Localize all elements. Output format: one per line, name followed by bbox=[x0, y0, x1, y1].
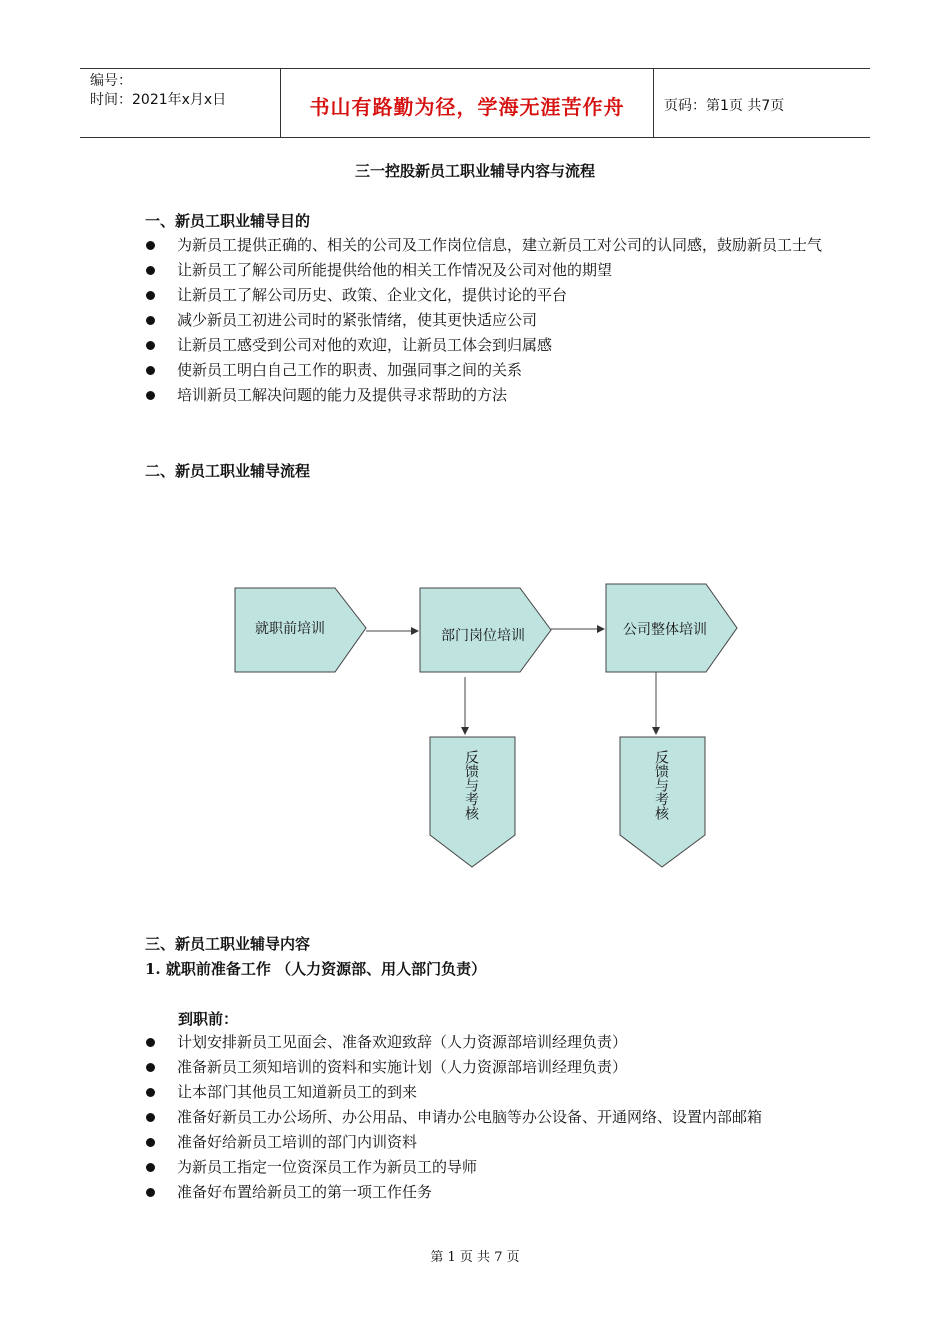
list-item: 减少新员工初进公司时的紧张情绪，使其更快适应公司 bbox=[145, 308, 825, 333]
list-item: 为新员工提供正确的、相关的公司及工作岗位信息，建立新员工对公司的认同感，鼓励新员工士气 bbox=[145, 233, 825, 258]
flow-node-department-training-label: 部门岗位培训 bbox=[441, 628, 525, 644]
list-item: 准备好新员工办公场所、办公用品、申请办公电脑等办公设备、开通网络、设置内部邮箱 bbox=[145, 1105, 825, 1130]
document-number: 编号： bbox=[90, 73, 132, 89]
list-item: 准备新员工须知培训的资料和实施计划（人力资源部培训经理负责） bbox=[145, 1055, 825, 1080]
header-motto: 书山有路勤为径，学海无涯苦作舟 bbox=[281, 69, 654, 137]
list-item: 准备好给新员工培训的部门内训资料 bbox=[145, 1130, 825, 1155]
document-title: 三一控股新员工职业辅导内容与流程 bbox=[354, 162, 595, 180]
list-item: 使新员工明白自己工作的职责、加强同事之间的关系 bbox=[145, 358, 825, 383]
list-item: 培训新员工解决问题的能力及提供寻求帮助的方法 bbox=[145, 383, 825, 408]
list-item: 让新员工了解公司所能提供给他的相关工作情况及公司对他的期望 bbox=[145, 258, 825, 283]
flow-node-feedback-2-label: 反馈与考核 bbox=[653, 750, 669, 820]
page-footer: 第 1 页 共 7 页 bbox=[430, 1250, 520, 1265]
header-table bbox=[80, 68, 870, 138]
list-item: 计划安排新员工见面会、准备欢迎致辞（人力资源部培训经理负责） bbox=[145, 1030, 825, 1055]
flow-node-pre-employment-label: 就职前培训 bbox=[255, 621, 325, 637]
section3-before-arrival: 到职前： bbox=[178, 1010, 239, 1028]
flow-node-company-training-label: 公司整体培训 bbox=[623, 622, 707, 638]
list-item: 准备好布置给新员工的第一项工作任务 bbox=[145, 1180, 825, 1205]
section1-heading: 一、新员工职业辅导目的 bbox=[145, 212, 311, 230]
section2-heading: 二、新员工职业辅导流程 bbox=[145, 462, 311, 480]
flow-diagram bbox=[0, 560, 950, 890]
list-item: 让本部门其他员工知道新员工的到来 bbox=[145, 1080, 825, 1105]
list-item: 让新员工了解公司历史、政策、企业文化，提供讨论的平台 bbox=[145, 283, 825, 308]
section3-list bbox=[145, 1030, 825, 1205]
document-time: 时间：2021年x月x日 bbox=[90, 92, 227, 108]
header-page-number: 页码：第1页 共7页 bbox=[664, 98, 785, 114]
flow-node-feedback-1-label: 反馈与考核 bbox=[463, 750, 479, 820]
list-item: 让新员工感受到公司对他的欢迎，让新员工体会到归属感 bbox=[145, 333, 825, 358]
list-item: 为新员工指定一位资深员工作为新员工的导师 bbox=[145, 1155, 825, 1180]
section3-subheading: 1. 就职前准备工作 （人力资源部、用人部门负责） bbox=[145, 960, 487, 978]
header-meta bbox=[80, 69, 281, 137]
section1-list bbox=[145, 233, 825, 408]
section3-heading: 三、新员工职业辅导内容 bbox=[145, 935, 311, 953]
